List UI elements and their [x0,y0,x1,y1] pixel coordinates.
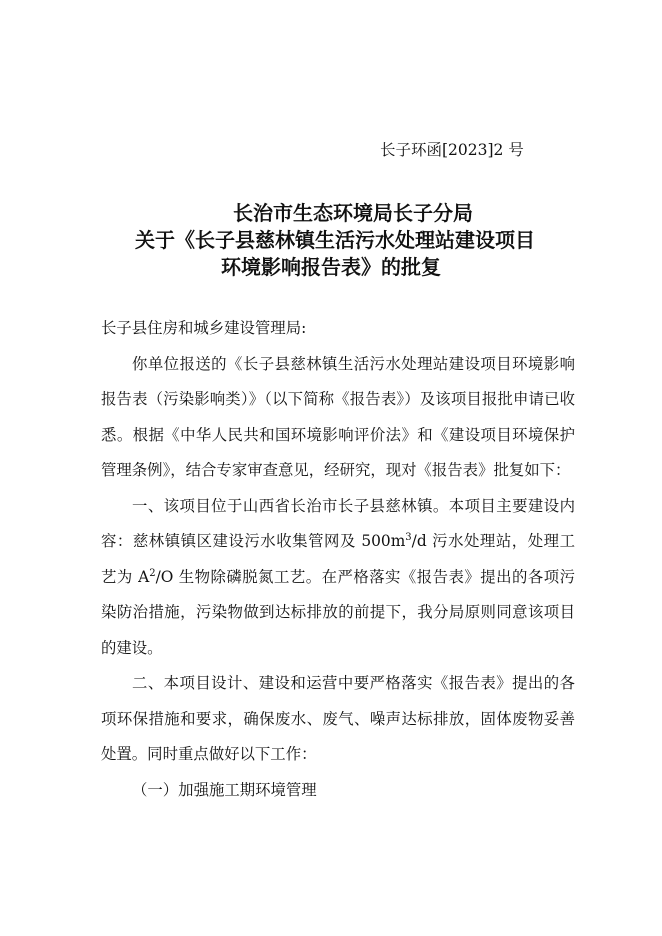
superscript-squared: 2 [149,567,156,579]
document-body [101,311,575,808]
superscript-cubic: 3 [405,531,412,543]
paragraph-requirements: 二、本项目设计、建设和运营中要严格落实《报告表》提出的各项环保措施和要求，确保废水、废气、噪声达标排放，固体废物妥善处置。同时重点做好以下工作： [101,674,575,763]
addressee: 长子县住房和城乡建设管理局: [101,319,307,337]
paragraph-project-scope-part-c: /O 生物除磷脱氮工艺。在严格落实《报告表》提出的各项污染防治措施，污染物做到达标排放的前提下，我分局原则同意该项目的建设。 [101,567,575,657]
paragraph-project-scope-part-b: /d 污水处理站，处理工艺为 A [101,532,575,586]
title-line-subject-end: 环境影响报告表》的批复 [221,255,441,279]
paragraph-project-scope-part-a: 一、该项目位于山西省长治市长子县慈林镇。本项目主要建设内容：慈林镇镇区建设污水收集管网及 500m [101,496,575,550]
title-line-issuer: 长治市生态环境局长子分局 [233,201,473,225]
title-line-subject: 关于《长子县慈林镇生活污水处理站建设项目 [135,228,535,252]
paragraph-project-scope [101,489,575,667]
document-title [0,200,662,281]
section-heading-construction: （一）加强施工期环境管理 [132,780,317,799]
document-number: 长子环函[2023]2 号 [380,141,524,159]
paragraph-receipt: 你单位报送的《长子县慈林镇生活污水处理站建设项目环境影响报告表（污染影响类）》（以下简称《报告表》）及该项目报批申请已收悉。根据《中华人民共和国环境影响评价法》和《建设项目环境保护管理条例》，结合专家审查意见，经研究，现对《报告表》批复如下： [101,354,575,479]
